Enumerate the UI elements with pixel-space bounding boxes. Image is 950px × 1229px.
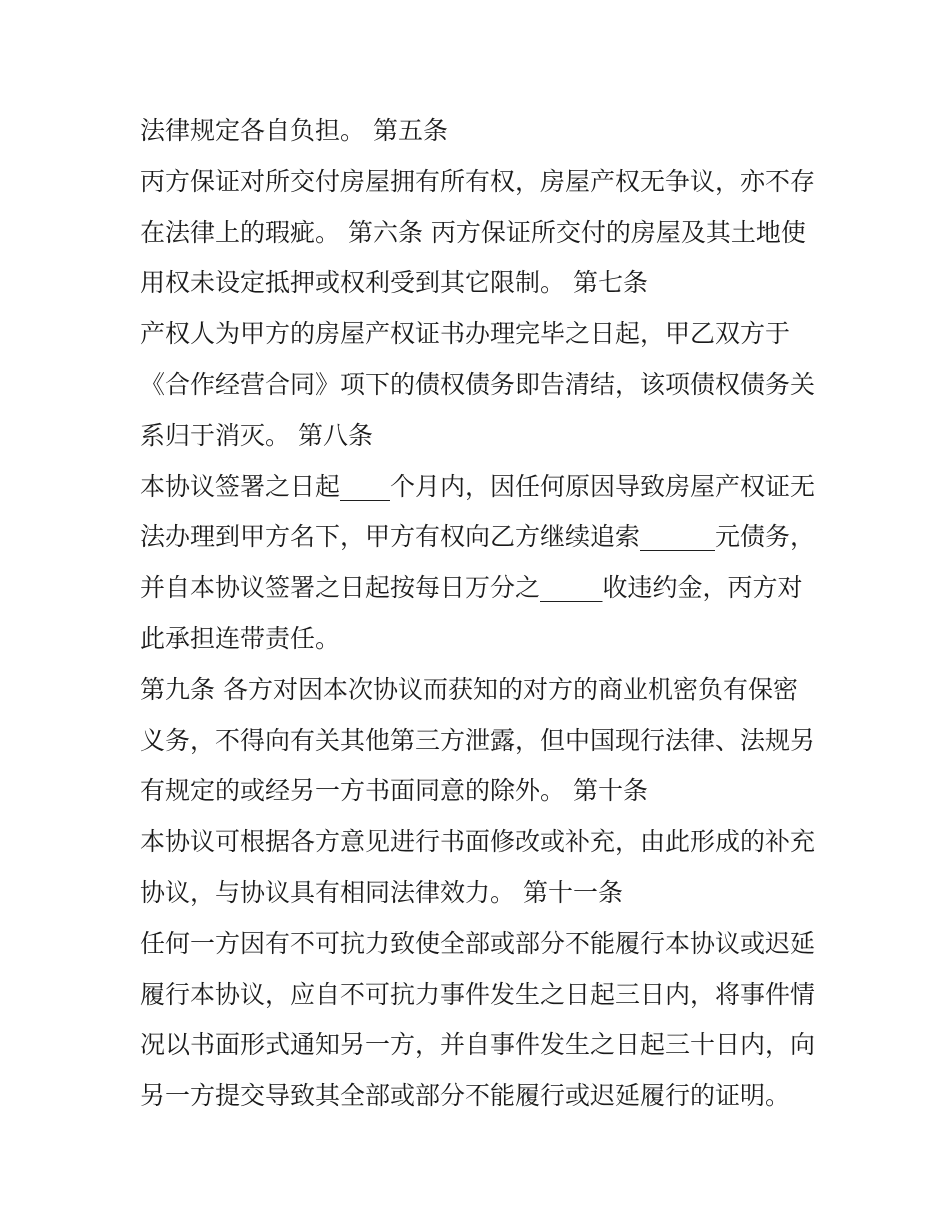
text-line: 法律规定各自负担。 第五条 [140,116,448,145]
text-line: 法办理到甲方名下，甲方有权向乙方继续追索______元债务， [140,522,816,552]
text-line: 系归于消灭。 第八条 [140,420,373,450]
text-line: 义务，不得向有关其他第三方泄露，但中国现行法律、法规另 [140,725,816,755]
text-line: 况以书面形式通知另一方，并自事件发生之日起三十日内，向 [140,1030,816,1060]
text-line: 任何一方因有不可抗力致使全部或部分不能履行本协议或迟延 [140,928,816,958]
text-line: 协议，与协议具有相同法律效力。 第十一条 [140,877,623,907]
text-line: 《合作经营合同》项下的债权债务即告清结，该项债权债务关 [140,369,816,399]
text-line: 第九条 各方对因本次协议而获知的对方的商业机密负有保密 [140,674,798,704]
text-line: 本协议可根据各方意见进行书面修改或补充，由此形成的补充 [140,827,816,857]
text-line: 此承担连带责任。 [140,623,341,653]
text-line: 用权未设定抵押或权利受到其它限制。 第七条 [140,268,648,298]
text-line: 另一方提交导致其全部或部分不能履行或迟延履行的证明。 [140,1081,791,1111]
text-line: 有规定的或经另一方书面同意的除外。 第十条 [140,776,648,806]
text-line: 本协议签署之日起____个月内，因任何原因导致房屋产权证无 [140,471,816,501]
text-line: 产权人为甲方的房屋产权证书办理完毕之日起，甲乙双方于 [140,319,791,349]
text-line: 丙方保证对所交付房屋拥有所有权，房屋产权无争议，亦不存 [140,166,816,196]
text-line: 并自本协议签署之日起按每日万分之_____收违约金，丙方对 [140,573,803,603]
text-line: 履行本协议，应自不可抗力事件发生之日起三日内，将事件情 [140,979,816,1009]
text-line: 在法律上的瑕疵。 第六条 丙方保证所交付的房屋及其土地使 [140,217,806,247]
document-body [140,106,830,1122]
